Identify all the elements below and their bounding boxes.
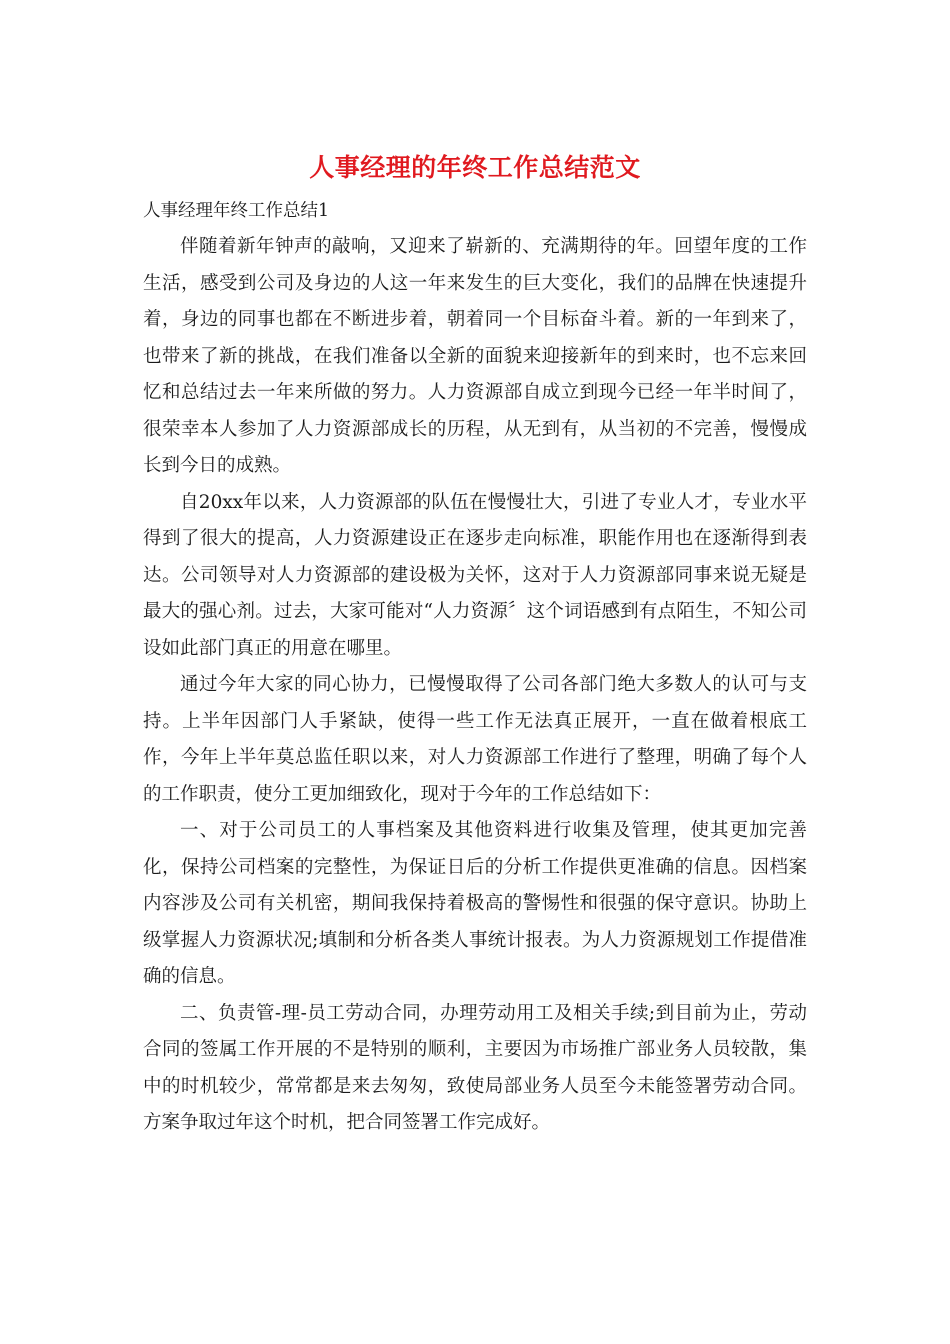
paragraph-3: 通过今年大家的同心协力，已慢慢取得了公司各部门绝大多数人的认可与支持。上半年因部门人手紧缺，使得一些工作无法真正展开，一直在做着根底工作，今年上半年莫总监任职以来，对人力资源部工作进行了整理，明确了每个人的工作职责，使分工更加细致化，现对于今年的工作总结如下： xyxy=(143,674,807,805)
paragraph-2: 自20xx年以来，人力资源部的队伍在慢慢壮大，引进了专业人才，专业水平得到了很大的提高，人力资源建设正在逐步走向标准，职能作用也在逐渐得到表达。公司领导对人力资源部的建设极为关怀，这对于人力资源部同事来说无疑是最大的强心剂。过去，大家可能对“人力资源〞这个词语感到有点陌生，不知公司设如此部门真正的用意在哪里。 xyxy=(143,491,807,659)
paragraph-5: 二、负责管-理-员工劳动合同，办理劳动用工及相关手续;到目前为止，劳动合同的签属工作开展的不是特别的顺利，主要因为市场推广部业务人员较散，集中的时机较少，常常都是来去匆匆，致使局部业务人员至今未能签署劳动合同。方案争取过年这个时机，把合同签署工作完成好。 xyxy=(143,1002,807,1133)
document-title: 人事经理的年终工作总结范文 xyxy=(309,153,641,182)
paragraph-1: 伴随着新年钟声的敲响，又迎来了崭新的、充满期待的年。回望年度的工作生活，感受到公司及身边的人这一年来发生的巨大变化，我们的品牌在快速提升着，身边的同事也都在不断进步着，朝着同一个目标奋斗着。新的一年到来了，也带来了新的挑战，在我们准备以全新的面貌来迎接新年的到来时，也不忘来回忆和总结过去一年来所做的努力。人力资源部自成立到现今已经一年半时间了，很荣幸本人参加了人力资源部成长的历程，从无到有，从当初的不完善，慢慢成长到今日的成熟。 xyxy=(143,236,807,476)
document-body xyxy=(143,229,807,1142)
section-heading: 人事经理年终工作总结1 xyxy=(143,201,330,221)
paragraph-4: 一、对于公司员工的人事档案及其他资料进行收集及管理，使其更加完善化，保持公司档案的完整性，为保证日后的分析工作提供更准确的信息。因档案内容涉及公司有关机密，期间我保持着极高的警惕性和很强的保守意识。协助上级掌握人力资源状况;填制和分析各类人事统计报表。为人力资源规划工作提借准确的信息。 xyxy=(143,820,807,987)
